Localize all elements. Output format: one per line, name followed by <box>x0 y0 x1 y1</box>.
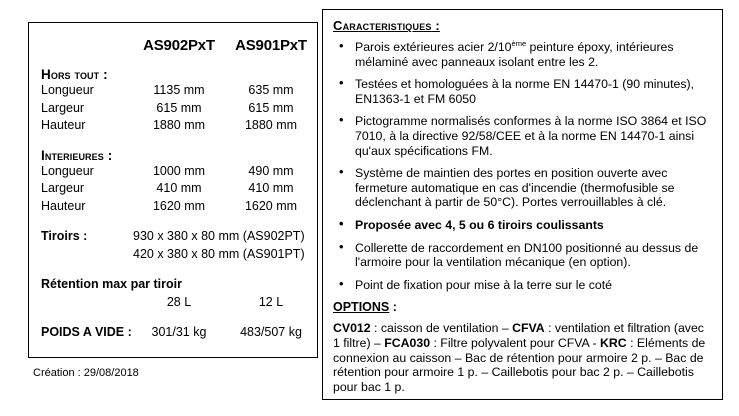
tiroirs-row <box>29 246 317 264</box>
options-title-suffix: : <box>389 300 397 315</box>
row-label: Longueur <box>41 163 94 178</box>
option-text-run: : caisson de ventilation – <box>370 321 513 336</box>
poids-row <box>29 324 317 342</box>
section-label-hors-tout: Hors tout : <box>41 67 108 82</box>
table-row <box>29 117 317 135</box>
features-title-suffix: : <box>431 18 440 33</box>
spec-table-content <box>29 23 317 342</box>
options-title-text: OPTIONS <box>333 300 390 315</box>
spacer <box>29 263 317 276</box>
features-list <box>333 40 713 292</box>
specification-table-box <box>28 22 318 358</box>
retention-value-model2: 12 L <box>258 294 284 309</box>
row-label: Hauteur <box>41 198 86 213</box>
feature-list-item <box>333 166 713 210</box>
model-name-1: AS902PxT <box>143 37 215 54</box>
option-product-code: CV012 <box>333 321 371 336</box>
row-value-model2: 410 mm <box>248 181 294 195</box>
row-value-model2: 615 mm <box>248 100 294 115</box>
creation-date: Création : 29/08/2018 <box>33 367 139 379</box>
section-label-interieures: Interieures : <box>41 147 113 163</box>
option-product-code: CFVA <box>512 321 545 336</box>
option-text-run: : Filtre polyvalent pour CFVA - <box>430 335 601 350</box>
row-value-model1: 615 mm <box>156 100 202 115</box>
feature-text-run: Pictogramme normalisés conformes à la norme ISO 3864 et ISO 7010, à la directive 92/58/CEE et à la norme EN 14470-1 ainsi qu'aux spécifications FM. <box>355 114 707 158</box>
poids-value-model2: 483/507 kg <box>240 325 302 339</box>
tiroirs-label: Tiroirs : <box>41 229 88 243</box>
row-label: Largeur <box>41 181 85 195</box>
option-text-run: : ventilation et filtration (avec 1 filtre) – <box>333 321 704 350</box>
option-text-run: : Eléments de connexion au caisson – Bac de rétention pour armoire 2 p. – Bac de rétention pour armoire 1 p. – Caillebotis pour bac 2 p. – Caillebotis pour bac 1 p. <box>333 335 706 394</box>
option-product-code: KRC <box>600 335 627 350</box>
feature-text-run: Système de maintien des portes en position ouverte avec fermeture automatique en cas d'incendie (thermofusible se déclenchant à partir de 50°C). Portes verrouillables à clé. <box>355 166 675 210</box>
feature-text-run: Parois extérieures acier 2/10 <box>355 40 512 54</box>
row-label: Largeur <box>41 100 85 115</box>
feature-text-run: Testées et homologuées à la norme EN 14470-1 (90 minutes), EN1363-1 et FM 6050 <box>355 77 695 106</box>
table-row <box>29 100 317 118</box>
table-row <box>29 163 317 181</box>
retention-label: Rétention max par tiroir <box>41 277 182 291</box>
superscript-text: ème <box>511 38 527 48</box>
row-value-model2: 1620 mm <box>244 198 298 213</box>
table-row <box>29 180 317 198</box>
options-title <box>333 300 713 314</box>
row-value-model1: 1620 mm <box>152 198 206 213</box>
model-header-row <box>29 37 317 54</box>
features-panel-box <box>322 9 723 400</box>
spacer <box>29 135 317 148</box>
tiroirs-row <box>29 228 317 246</box>
retention-values-row <box>29 294 317 312</box>
row-label: Hauteur <box>41 118 86 132</box>
spacer <box>29 54 317 67</box>
row-value-model2: 1880 mm <box>244 118 298 132</box>
tiroirs-value-2: 420 x 380 x 80 mm (AS901PT) <box>133 246 305 261</box>
row-value-model1: 410 mm <box>156 181 202 195</box>
features-panel-title <box>333 18 713 33</box>
feature-text-run: Point de fixation pour mise à la terre sur le coté <box>355 277 612 292</box>
row-value-model1: 1880 mm <box>152 118 206 132</box>
table-row <box>29 82 317 100</box>
feature-list-item <box>333 77 713 106</box>
feature-list-item <box>333 114 713 158</box>
row-value-model2: 490 mm <box>248 163 294 178</box>
poids-label: POIDS A VIDE : <box>41 325 132 339</box>
feature-list-item <box>333 218 713 233</box>
model-name-2: AS901PxT <box>235 37 307 54</box>
spacer <box>29 215 317 228</box>
row-label: Longueur <box>41 83 94 97</box>
feature-list-item <box>333 241 713 270</box>
feature-text-run: Collerette de raccordement en DN100 positionné au dessus de l'armoire pour la ventilation mécanique (en option). <box>355 240 699 270</box>
option-product-code: FCA030 <box>384 335 431 350</box>
feature-list-item <box>333 278 713 293</box>
row-value-model2: 635 mm <box>248 83 294 97</box>
retention-value-model1: 28 L <box>166 294 192 309</box>
feature-list-item <box>333 40 713 69</box>
row-value-model1: 1000 mm <box>152 163 206 178</box>
poids-value-model1: 301/31 kg <box>151 325 207 339</box>
table-row <box>29 198 317 216</box>
tiroirs-value-1: 930 x 380 x 80 mm (AS902PT) <box>133 229 305 243</box>
options-paragraph <box>333 321 713 394</box>
spacer <box>29 311 317 324</box>
features-title-text: Caracteristiques <box>333 18 432 33</box>
feature-text-run: Proposée avec 4, 5 ou 6 tiroirs coulissants <box>355 217 604 232</box>
row-value-model1: 1135 mm <box>153 83 205 97</box>
feature-text-run: peinture époxy, intérieures mélaminé avec panneaux isolant entre les 2. <box>355 40 674 69</box>
